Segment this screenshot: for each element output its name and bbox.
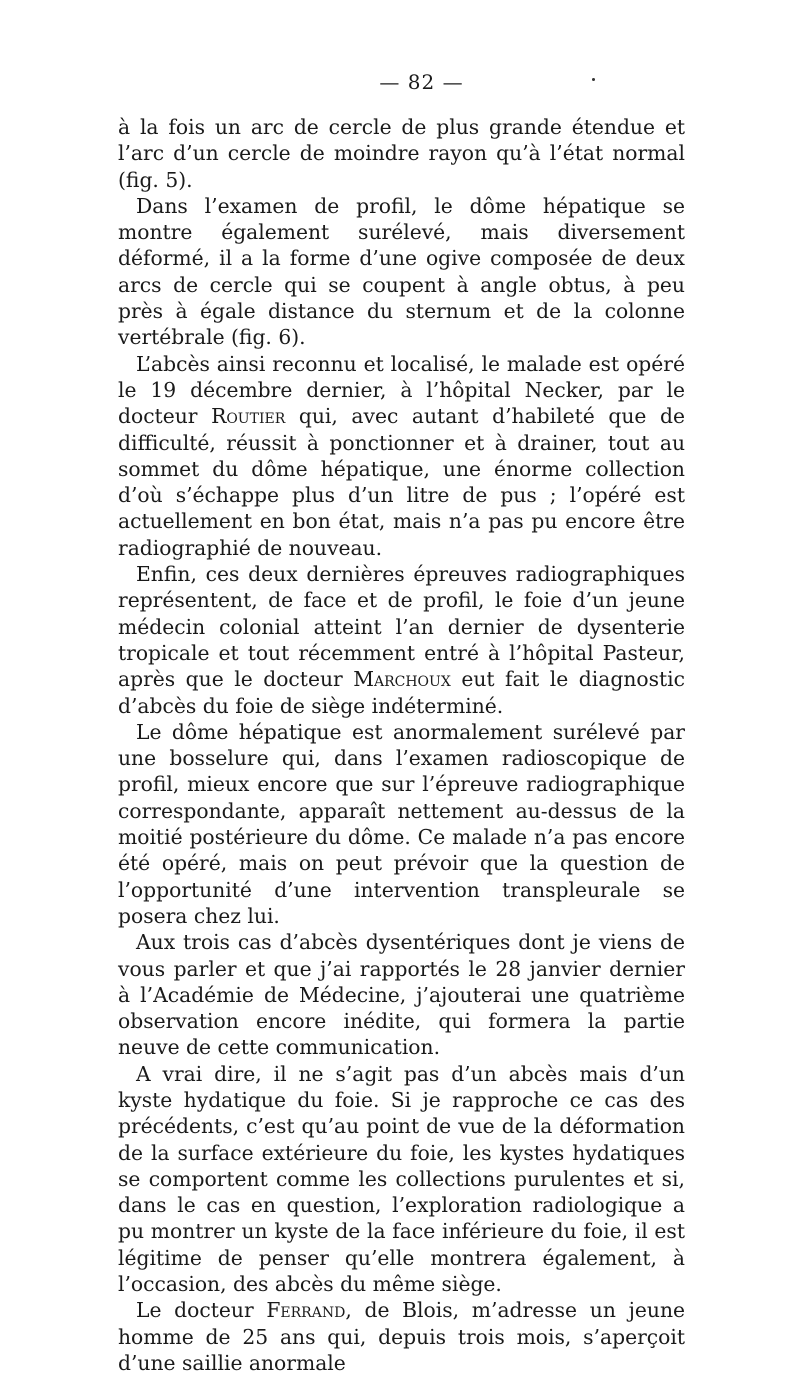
- page-number: — 82 —: [379, 70, 464, 94]
- paragraph-8: [118, 1297, 685, 1376]
- paragraph-4-text-a: Enfin, ces deux dernières épreuves radiographiques représentent, de face et de profil, le foie d’un jeune médecin colonial atteint l’an dernier de dysenterie tropicale et tout récemment entré à l’hôpital Pasteur, après que le docteur: [118, 562, 685, 692]
- paragraph-3: [118, 351, 685, 561]
- book-page: [118, 70, 685, 1376]
- surname-ferrand: Ferrand: [266, 1298, 346, 1323]
- paragraph-1: à la fois un arc de cercle de plus grande étendue et l’arc d’un cercle de moindre rayon qu’à l’état normal (fig. 5).: [118, 115, 685, 192]
- paragraph-4-text-b: eut fait le diagnostic d’abcès du foie de siège indéterminé.: [118, 667, 685, 718]
- paragraph-3-text-a: L’abcès ainsi reconnu et localisé, le malade est opéré le 19 décembre dernier, à l’hôpital Necker, par le docteur: [118, 351, 685, 429]
- surname-routier: Routier: [211, 404, 286, 429]
- paragraph-2: Dans l’examen de profil, le dôme hépatique se montre également surélevé, mais diversement déformé, il a la forme d’une ogive composée de deux arcs de cercle qui se coupent à angle obtus, à peu près à égale distance du sternum et de la colonne vertébrale (fig. 6).: [118, 193, 685, 350]
- paragraph-4: [118, 561, 685, 719]
- paragraph-7: A vrai dire, il ne s’agit pas d’un abcès mais d’un kyste hydatique du foie. Si je rapproche ce cas des précédents, c’est qu’au point de vue de la déformation de la surface extérieure du foie, les kystes hydatiques se comportent comme les collections purulentes et si, dans le cas en question, l’exploration radiologique a pu montrer un kyste de la face inférieure du foie, il est légitime de penser qu’elle montrera également, à l’occasion, des abcès du même siège.: [118, 1061, 685, 1297]
- paragraph-6: Aux trois cas d’abcès dysentériques dont je viens de vous parler et que j’ai rapportés le 28 janvier dernier à l’Académie de Médecine, j’ajouterai une quatrième observation encore inédite, qui formera la partie neuve de cette communication.: [118, 930, 685, 1060]
- paragraph-3-text-b: qui, avec autant d’habileté que de difficulté, réussit à ponctionner et à drainer, tout au sommet du dôme hépatique, une énorme collection d’où s’échappe plus d’un litre de pus ; l’opéré est actuellement en bon état, mais n’a pas pu encore être radiographié de nouveau.: [118, 404, 685, 560]
- surname-marchoux: Marchoux: [353, 667, 451, 692]
- body-text: [118, 114, 685, 1376]
- paragraph-8-text-b: , de Blois, m’adresse un jeune homme de 25 ans qui, depuis trois mois, s’aperçoit d’une saillie anormale: [118, 1298, 686, 1375]
- paragraph-8-text-a: Le docteur: [136, 1298, 267, 1323]
- paragraph-5: Le dôme hépatique est anormalement surélevé par une bosselure qui, dans l’examen radioscopique de profil, mieux encore que sur l’épreuve radiographique correspondante, apparaît nettement au-dessus de la moitié postérieure du dôme. Ce malade n’a pas encore été opéré, mais on peut prévoir que la question de l’opportunité d’une intervention transpleurale se posera chez lui.: [118, 719, 685, 928]
